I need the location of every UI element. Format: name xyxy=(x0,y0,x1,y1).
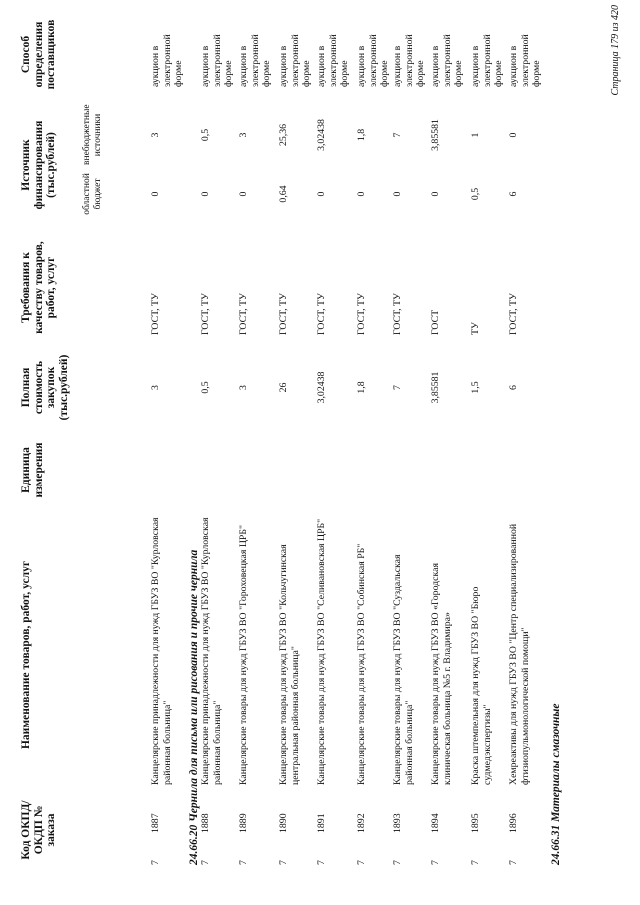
procurement-method: аукцион в электронной форме xyxy=(430,34,464,87)
row-prefix: 7 xyxy=(278,860,289,865)
funding-regional: 0 xyxy=(430,191,441,197)
item-name: Канцелярские товары для нужд ГБУЗ ВО "Селивановская ЦРБ" xyxy=(316,518,327,785)
funding-extra: 3 xyxy=(150,132,161,138)
item-name: Хемреактивы для нужд ГБУЗ ВО "Центр специализированной фтизиопульмонологической помощи" xyxy=(508,523,531,785)
row-number: 1894 xyxy=(430,813,441,833)
funding-regional: 0 xyxy=(200,191,211,197)
row-number: 1888 xyxy=(200,813,211,833)
funding-extra: 0,5 xyxy=(200,128,211,142)
item-cost: 3 xyxy=(150,385,161,390)
item-cost: 1,8 xyxy=(356,381,367,394)
funding-extra: 1,8 xyxy=(356,128,367,142)
item-cost: 1,5 xyxy=(470,381,481,394)
funding-regional: 0 xyxy=(356,191,367,197)
item-quality: ГОСТ, ТУ xyxy=(200,293,211,335)
funding-extra: 7 xyxy=(392,132,403,138)
row-number: 1891 xyxy=(316,813,327,833)
funding-regional: 0,64 xyxy=(278,185,289,203)
item-quality: ГОСТ, ТУ xyxy=(356,293,367,335)
funding-regional: 0 xyxy=(150,191,161,197)
row-number: 1889 xyxy=(238,813,249,833)
funding-regional: 6 xyxy=(508,191,519,197)
procurement-method: аукцион в электронной форме xyxy=(508,34,542,87)
item-cost: 3 xyxy=(238,385,249,390)
item-cost: 7 xyxy=(392,385,403,390)
row-prefix: 7 xyxy=(316,860,327,865)
funding-extra: 3,85581 xyxy=(430,119,441,151)
header-code: Код ОКПД/ ОКДП № заказа xyxy=(20,800,57,860)
procurement-method: аукцион в электронной форме xyxy=(470,34,504,87)
row-prefix: 7 xyxy=(392,860,403,865)
item-quality: ТУ xyxy=(470,322,481,335)
row-number: 1887 xyxy=(150,813,161,833)
row-number: 1895 xyxy=(470,813,481,833)
header-method: Способ определения поставщиков xyxy=(20,19,57,90)
funding-extra: 0 xyxy=(508,132,519,138)
procurement-method: аукцион в электронной форме xyxy=(356,34,390,87)
row-prefix: 7 xyxy=(508,860,519,865)
header-funding: Источник финансирования (тыс.рублей) xyxy=(20,120,57,210)
item-quality: ГОСТ, ТУ xyxy=(150,293,161,335)
procurement-method: аукцион в электронной форме xyxy=(278,34,312,87)
item-name: Канцелярские товары для нужд ГБУЗ ВО "Кольчугинская центральная районная больница" xyxy=(278,544,301,785)
item-name: Канцелярские принадлежности для нужд ГБУЗ ВО "Курловская районная больница" xyxy=(150,517,173,785)
row-prefix: 7 xyxy=(356,860,367,865)
item-quality: ГОСТ, ТУ xyxy=(238,293,249,335)
item-name: Канцелярские принадлежности для нужд ГБУЗ ВО "Курловская районная больница" xyxy=(200,517,223,785)
item-cost: 3,02438 xyxy=(316,371,327,404)
procurement-method: аукцион в электронной форме xyxy=(150,34,184,87)
row-number: 1892 xyxy=(356,813,367,833)
item-name: Канцелярские товары для нужд ГБУЗ ВО «Городская клиническая больница №5 г. Владимира» xyxy=(430,563,453,785)
item-name: Канцелярские товары для нужд ГБУЗ ВО "Суздальская районная больница" xyxy=(392,554,415,785)
header-unit: Единица измерения xyxy=(20,442,45,498)
row-number: 1896 xyxy=(508,813,519,833)
funding-regional: 0,5 xyxy=(470,187,481,201)
item-name: Канцелярские товары для нужд ГБУЗ ВО "Собинская РБ" xyxy=(356,543,367,785)
item-cost: 26 xyxy=(278,382,289,393)
page-footer: Страница 179 из 420 xyxy=(610,5,621,96)
item-cost: 3,85581 xyxy=(430,371,441,404)
item-name: Канцелярские товары для нужд ГБУЗ ВО "Гороховецкая ЦРБ" xyxy=(238,525,249,785)
item-quality: ГОСТ, ТУ xyxy=(508,293,519,335)
section-heading: 24.66.31 Материалы смазочные xyxy=(550,703,562,865)
procurement-method: аукцион в электронной форме xyxy=(200,34,234,87)
header-funding-extra: внебюджетные источники xyxy=(82,104,103,165)
row-number: 1890 xyxy=(278,813,289,833)
item-cost: 6 xyxy=(508,385,519,390)
procurement-method: аукцион в электронной форме xyxy=(316,34,350,87)
item-quality: ГОСТ xyxy=(430,309,441,335)
funding-extra: 3,02438 xyxy=(316,119,327,151)
item-quality: ГОСТ, ТУ xyxy=(316,293,327,335)
row-prefix: 7 xyxy=(470,860,481,865)
item-name: Краска штемпельная для нужд ГБУЗ ВО "Бюро судмедэкспертизы" xyxy=(470,586,493,785)
header-name: Наименование товаров, работ, услуг xyxy=(20,560,32,750)
item-cost: 0,5 xyxy=(200,381,211,394)
funding-extra: 1 xyxy=(470,132,481,138)
row-prefix: 7 xyxy=(150,860,161,865)
row-prefix: 7 xyxy=(238,860,249,865)
header-quality: Требования к качеству товаров, работ, услуг xyxy=(20,241,57,334)
funding-regional: 0 xyxy=(238,191,249,197)
row-prefix: 7 xyxy=(430,860,441,865)
row-prefix: 7 xyxy=(200,860,211,865)
section-heading: 24.66.20 Чернила для письма или рисования и прочие чернила xyxy=(188,549,200,865)
header-funding-regional: областной бюджет xyxy=(82,173,103,215)
header-cost: Полная стоимость закупок (тыс.рублей) xyxy=(20,354,70,421)
row-number: 1893 xyxy=(392,813,403,833)
funding-extra: 3 xyxy=(238,132,249,138)
funding-regional: 0 xyxy=(392,191,403,197)
procurement-method: аукцион в электронной форме xyxy=(238,34,272,87)
funding-extra: 25,36 xyxy=(278,123,289,147)
item-quality: ГОСТ, ТУ xyxy=(278,293,289,335)
procurement-method: аукцион в электронной форме xyxy=(392,34,426,87)
item-quality: ГОСТ, ТУ xyxy=(392,293,403,335)
funding-regional: 0 xyxy=(316,191,327,197)
